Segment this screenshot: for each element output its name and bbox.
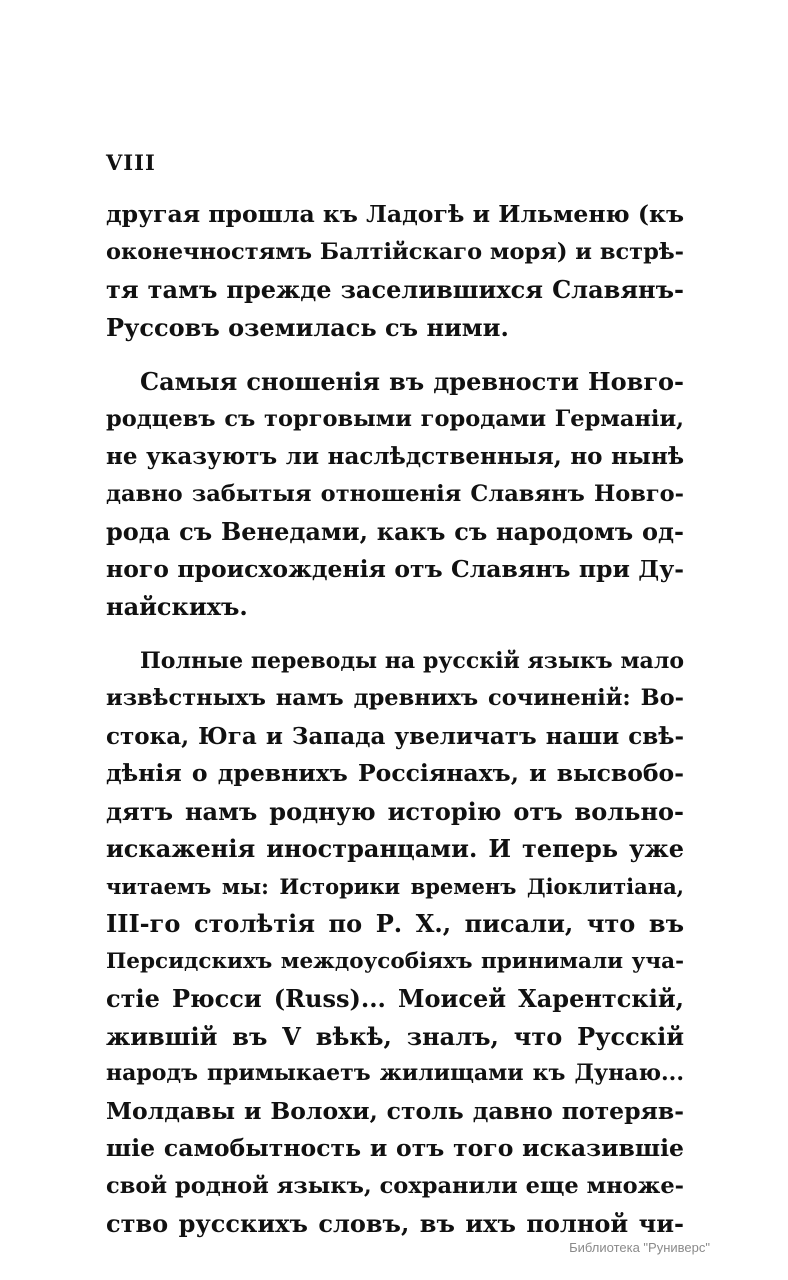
text-line: дѣнія о древнихъ Россіянахъ, и высвобо- — [106, 759, 684, 787]
library-watermark: Библиотека "Руниверс" — [569, 1240, 710, 1255]
text-line: извѣстныхъ намъ древнихъ сочиненій: Во- — [106, 685, 684, 711]
paragraph-2 — [106, 363, 684, 626]
text-line: родцевъ съ торговыми городами Германіи, — [106, 405, 684, 432]
text-line: жившій въ V вѣкѣ, зналъ, что Русскій — [106, 1021, 684, 1051]
text-line: давно забытыя отношенія Славянъ Новго- — [106, 480, 684, 507]
text-line: другая прошла къ Ладогѣ и Ильменю (къ — [106, 200, 684, 228]
text-line: читаемъ мы: Историки временъ Діоклитіана, — [106, 873, 684, 899]
paragraph-3 — [106, 643, 684, 1243]
text-line: оконечностямъ Балтійскаго моря) и встрѣ- — [106, 238, 684, 265]
text-line: искаженія иностранцами. И теперь уже — [106, 834, 684, 863]
text-line: Молдавы и Волохи, столь давно потеряв- — [106, 1096, 684, 1125]
text-line: стіе Рюсси (Russ)... Моисей Харентскій, — [106, 984, 684, 1013]
text-line: тя тамъ прежде заселившихся Славянъ- — [106, 275, 684, 304]
text-line: не указуютъ ли наслѣдственныя, но нынѣ — [106, 443, 684, 470]
text-line: найскихъ. — [106, 592, 248, 621]
text-line: III-го столѣтія по Р. Х., писали, что въ — [106, 909, 684, 938]
text-line: ство русскихъ словъ, въ ихъ полной чи- — [106, 1209, 684, 1238]
text-line: дятъ намъ родную исторію отъ вольно- — [106, 796, 684, 826]
text-line: стока, Юга и Запада увеличатъ наши свѣ- — [106, 722, 684, 750]
paragraph-1 — [106, 196, 684, 346]
text-line: Самыя сношенія въ древности Новго- — [140, 367, 684, 396]
text-line: Персидскихъ междоусобіяхъ принимали уча- — [106, 948, 684, 974]
text-line: Полные переводы на русскій языкъ мало — [140, 647, 684, 674]
text-line: Руссовъ оземилась съ ними. — [106, 312, 509, 342]
text-line: рода съ Венедами, какъ съ народомъ од- — [106, 517, 684, 546]
text-line: шіе самобытность и отъ того исказившіе — [106, 1134, 684, 1162]
text-line: ного происхожденія отъ Славянъ при Ду- — [106, 554, 684, 583]
page-number: VIII — [106, 150, 156, 175]
text-line: народъ примыкаетъ жилищами къ Дунаю... — [106, 1060, 684, 1086]
text-line: свой родной языкъ, сохранили еще множе- — [106, 1172, 684, 1199]
body-text — [106, 196, 684, 1243]
